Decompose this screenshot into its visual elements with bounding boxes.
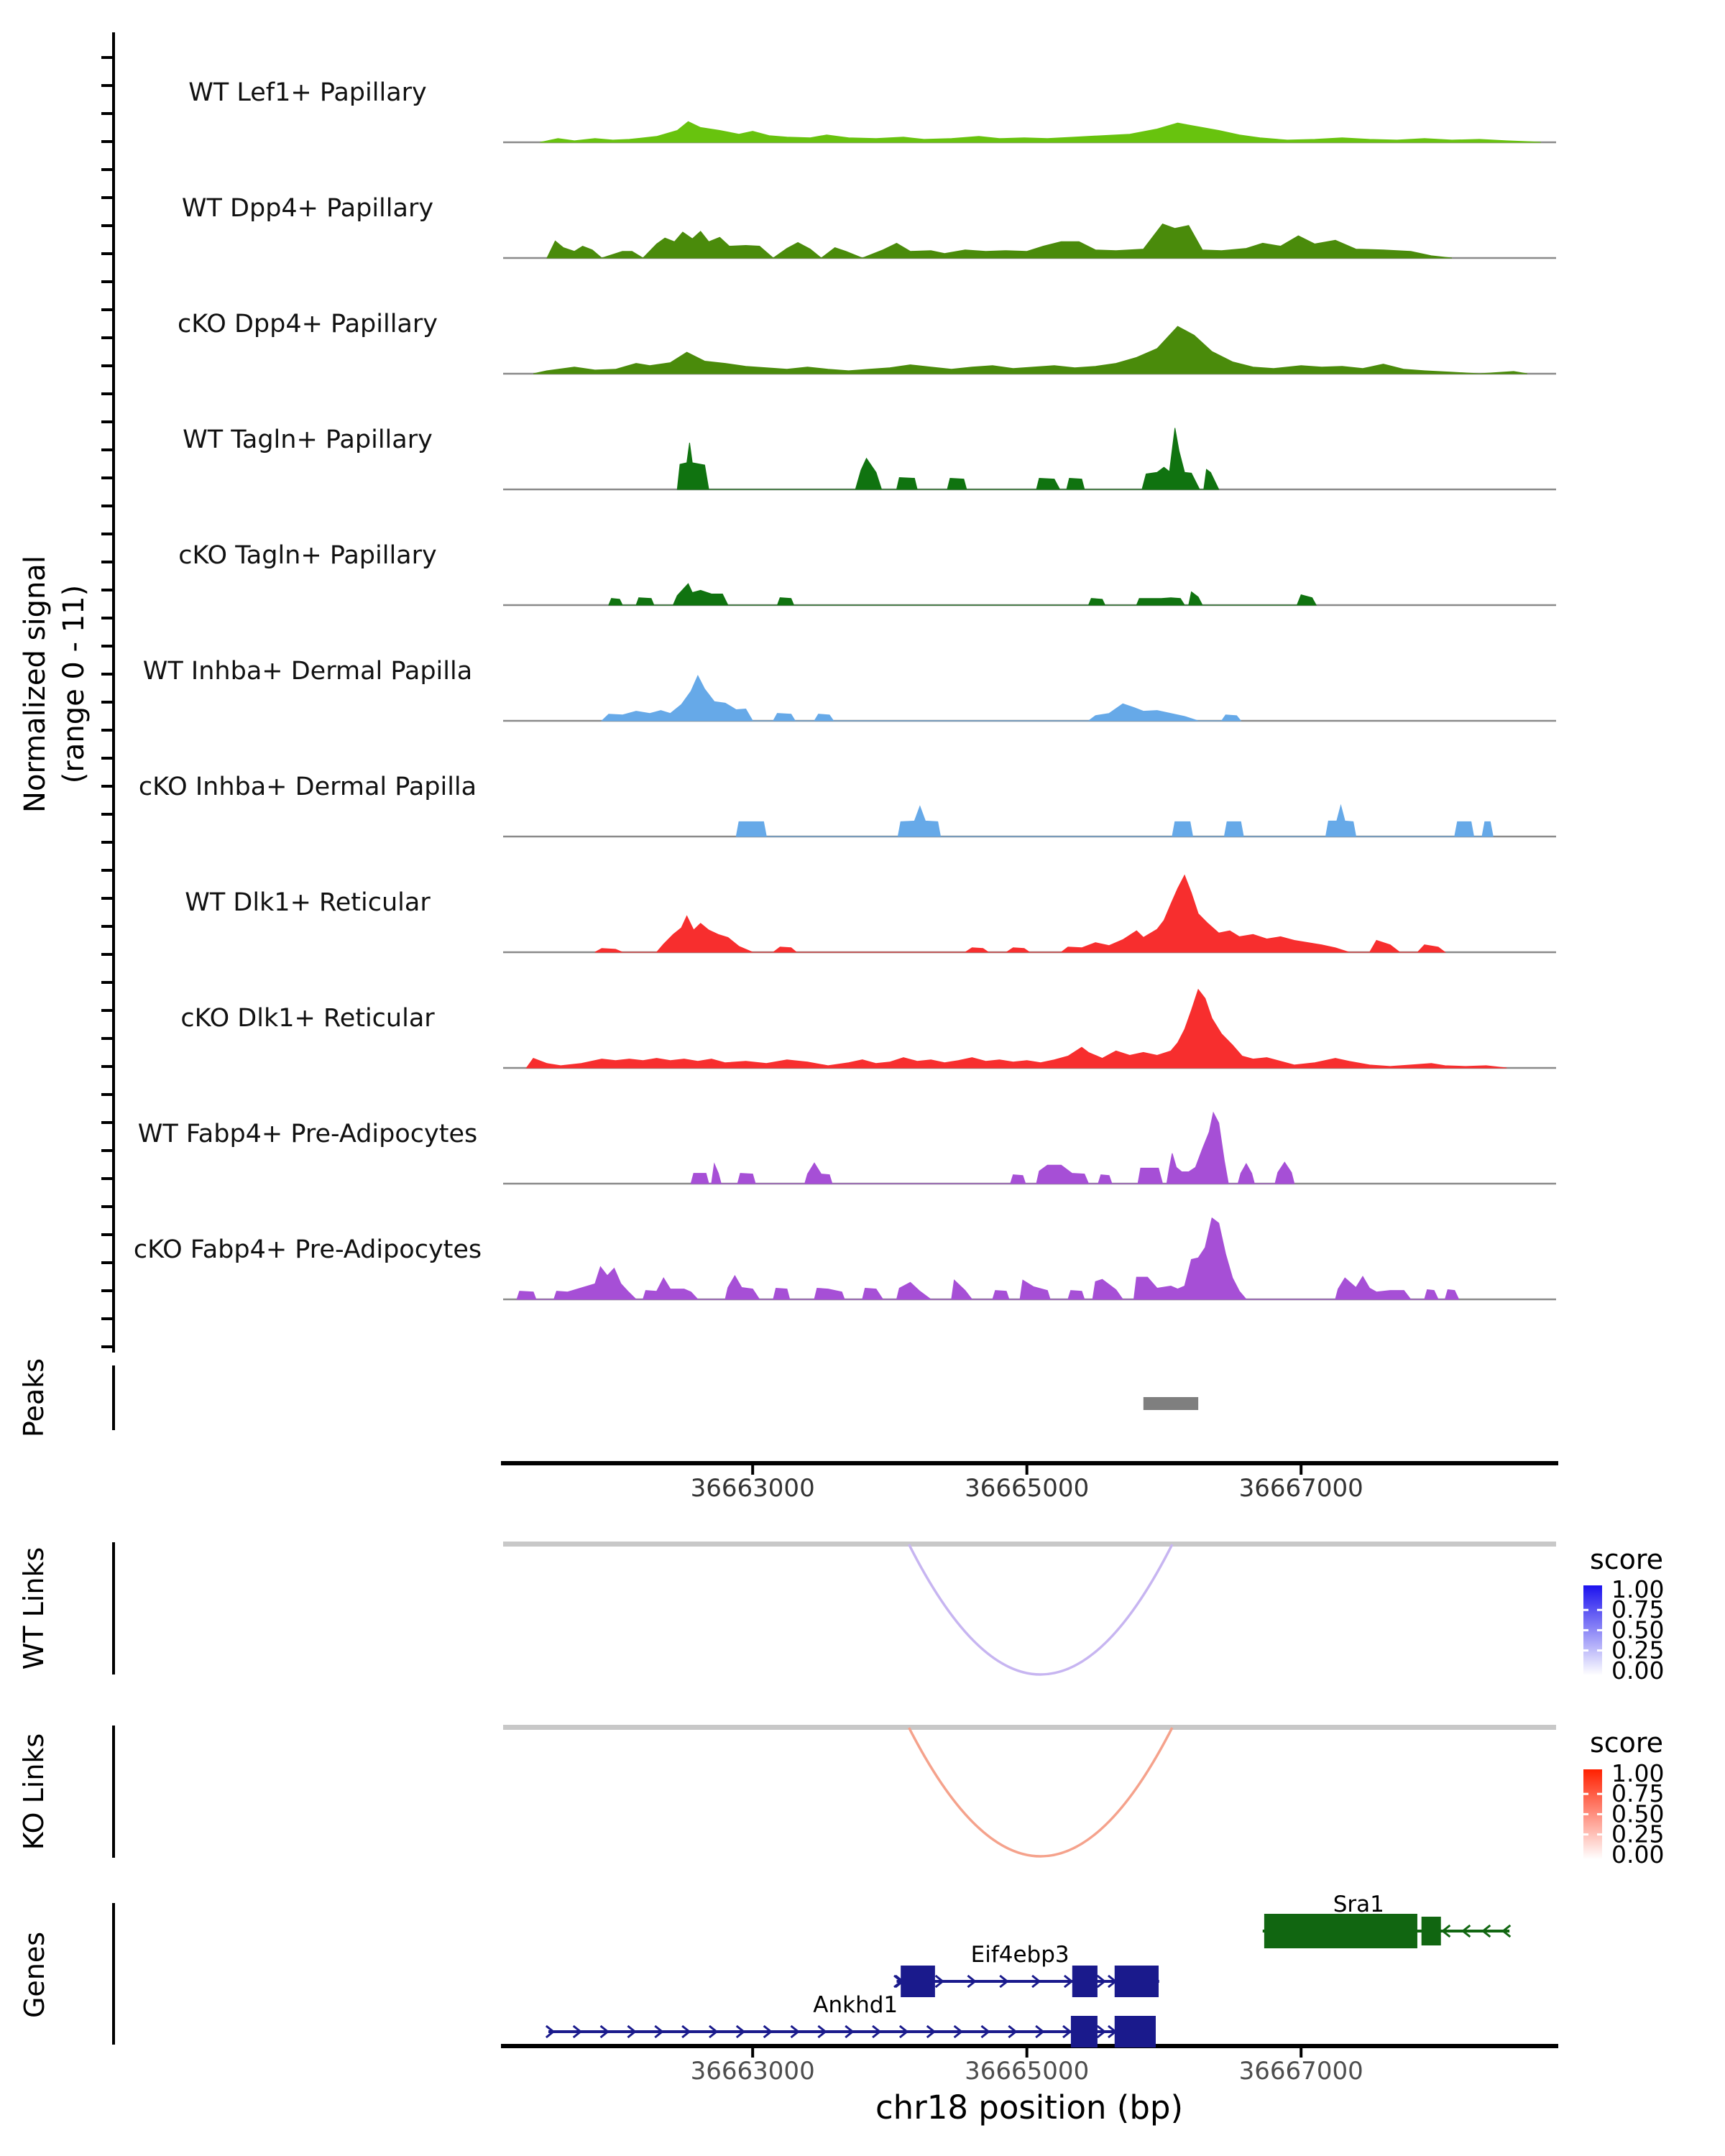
coverage-area (736, 806, 1493, 837)
links-region-bar (503, 1725, 1556, 1730)
score-legend-tick-label: 0.25 (1611, 1636, 1665, 1664)
gene-model-eif4ebp3 (894, 1942, 1159, 1997)
score-legend-tick-label: 0.00 (1611, 1840, 1665, 1869)
top-axis-tick-label: 36663000 (690, 1474, 815, 1503)
peaks-section-label: Peaks (18, 1358, 50, 1438)
gene-model-sra1 (1263, 1892, 1511, 1948)
gene-name-label: Eif4ebp3 (970, 1942, 1070, 1968)
track-label: WT Inhba+ Dermal Papilla (142, 657, 473, 686)
coverage-area (526, 990, 1506, 1068)
score-legend-tick-label: 1.00 (1611, 1575, 1665, 1603)
peak-region-box (1144, 1397, 1198, 1410)
wt-score-legend-title: score (1589, 1544, 1664, 1575)
coverage-area (691, 1112, 1294, 1184)
x-axis-title: chr18 position (bp) (875, 2088, 1184, 2127)
score-legend-tick-mark (1583, 1649, 1588, 1651)
gene-exon-box (901, 1966, 935, 1997)
track-label: WT Lef1+ Papillary (188, 78, 427, 107)
score-legend-tick-mark (1583, 1813, 1588, 1815)
top-axis-tick-label: 36667000 (1238, 1474, 1363, 1503)
signal-track-4 (183, 425, 1556, 489)
score-legend-tick-label: 0.75 (1611, 1595, 1665, 1624)
coverage-area (609, 584, 1316, 605)
bottom-axis-tick-label: 36667000 (1238, 2057, 1363, 2086)
gene-exon-box (1071, 2016, 1098, 2047)
signal-track-1 (188, 78, 1556, 142)
genes-section-label: Genes (19, 1931, 50, 2019)
y-axis-label-line2: (range 0 - 11) (58, 584, 91, 784)
signal-track-5 (178, 541, 1556, 605)
coverage-area (533, 326, 1527, 374)
coverage-area (602, 676, 1241, 721)
wt-links-section (114, 1542, 1664, 1685)
coverage-area (517, 1218, 1459, 1299)
signal-track-10 (138, 1112, 1556, 1184)
top-axis-tick-label: 36665000 (965, 1474, 1090, 1503)
track-label: cKO Inhba+ Dermal Papilla (138, 773, 477, 801)
score-legend-tick-label: 0.50 (1611, 1800, 1665, 1828)
score-legend-tick-mark (1597, 1609, 1602, 1611)
signal-track-9 (180, 990, 1556, 1068)
score-legend-tick-label: 0.25 (1611, 1820, 1665, 1848)
gene-exon-box (1422, 1917, 1441, 1945)
score-legend-tick-mark (1597, 1793, 1602, 1795)
track-label: cKO Dlk1+ Reticular (180, 1004, 435, 1033)
track-label: cKO Tagln+ Papillary (178, 541, 437, 570)
wt-links-section-label: WT Links (18, 1547, 50, 1670)
gene-exon-box (1115, 1966, 1159, 1997)
score-legend-tick-mark (1583, 1793, 1588, 1795)
y-axis-label-line1: Normalized signal (19, 556, 52, 813)
ko-links-section-label: KO Links (18, 1733, 50, 1851)
signal-track-2 (182, 194, 1556, 258)
ko-score-legend-title: score (1589, 1727, 1664, 1759)
gene-exon-box (1115, 2016, 1156, 2047)
signal-track-8 (185, 875, 1556, 952)
gene-exon-box (1072, 1966, 1098, 1997)
track-label: WT Fabp4+ Pre-Adipocytes (137, 1120, 478, 1148)
signal-track-11 (134, 1218, 1556, 1299)
coverage-area (540, 121, 1542, 142)
score-legend-tick-mark (1583, 1609, 1588, 1611)
bottom-axis-tick-label: 36665000 (965, 2057, 1090, 2086)
score-legend-tick-mark (1597, 1833, 1602, 1835)
score-legend-tick-label: 0.50 (1611, 1616, 1665, 1644)
score-legend-tick-mark (1597, 1629, 1602, 1631)
track-label: WT Tagln+ Papillary (183, 425, 433, 454)
coverage-area (547, 224, 1452, 258)
signal-track-6 (143, 657, 1556, 721)
track-label: cKO Dpp4+ Papillary (178, 310, 438, 338)
score-legend-tick-label: 0.75 (1611, 1779, 1665, 1808)
signal-track-3 (178, 310, 1556, 374)
score-legend-tick-mark (1597, 1649, 1602, 1651)
gene-model-ankhd1 (546, 1992, 1156, 2047)
track-label: WT Dpp4+ Papillary (181, 194, 434, 223)
score-legend-tick-mark (1597, 1813, 1602, 1815)
score-legend-tick-mark (1583, 1629, 1588, 1631)
score-legend-tick-label: 1.00 (1611, 1759, 1665, 1787)
score-legend-tick-mark (1583, 1833, 1588, 1835)
coverage-area (677, 428, 1218, 490)
coverage-area (595, 875, 1445, 952)
gene-name-label: Ankhd1 (813, 1992, 898, 2018)
bottom-axis-tick-label: 36663000 (690, 2057, 815, 2086)
ko-links-section (114, 1725, 1664, 1869)
score-legend-tick-label: 0.00 (1611, 1656, 1665, 1685)
link-arc (909, 1544, 1172, 1674)
signal-track-7 (139, 773, 1556, 837)
generated-layer (101, 32, 1664, 2086)
track-label: WT Dlk1+ Reticular (185, 888, 431, 917)
link-arc (909, 1728, 1172, 1856)
gene-exon-box (1264, 1914, 1417, 1948)
gene-name-label: Sra1 (1333, 1892, 1384, 1917)
track-label: cKO Fabp4+ Pre-Adipocytes (133, 1235, 482, 1264)
links-region-bar (503, 1542, 1556, 1547)
